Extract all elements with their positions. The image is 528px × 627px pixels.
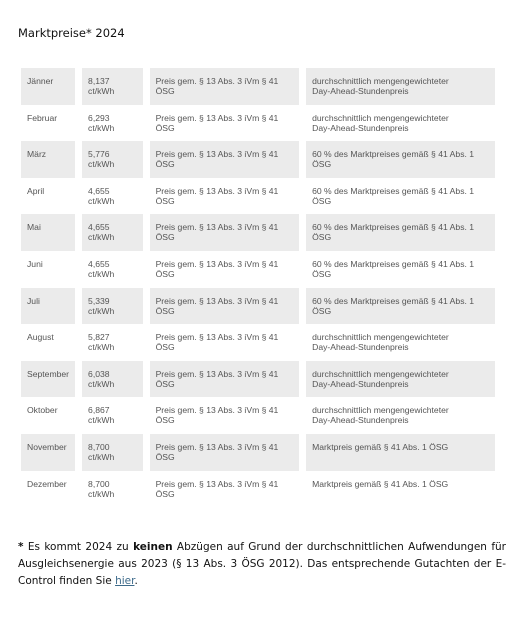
- legal-basis-cell: Preis gem. § 13 Abs. 3 iVm § 41 ÖSG: [150, 361, 300, 398]
- table-row: [21, 141, 495, 178]
- page-title: Marktpreise* 2024: [18, 26, 125, 40]
- table-row: [21, 397, 495, 434]
- price-cell: 8,137 ct/kWh: [82, 68, 143, 105]
- footnote: [18, 539, 506, 590]
- price-cell: 6,038 ct/kWh: [82, 361, 143, 398]
- footnote-emphasis: keinen: [133, 541, 173, 553]
- price-cell: 5,827 ct/kWh: [88, 332, 115, 353]
- month-cell: Juli: [21, 288, 75, 325]
- price-note-cell: durchschnittlich mengengewichteter Day-Ahead-Stundenpreis: [312, 332, 449, 353]
- price-cell: 8,700 ct/kWh: [88, 478, 115, 499]
- legal-basis-cell: Preis gem. § 13 Abs. 3 iVm § 41 ÖSG: [150, 288, 300, 325]
- footnote-star: *: [18, 541, 24, 553]
- legal-basis-cell: Preis gem. § 13 Abs. 3 iVm § 41 ÖSG: [150, 434, 300, 471]
- price-cell: 4,655 ct/kWh: [88, 258, 115, 279]
- footnote-text-before: Es kommt 2024 zu: [23, 541, 134, 553]
- legal-basis-cell: Preis gem. § 13 Abs. 3 iVm § 41 ÖSG: [150, 141, 300, 178]
- price-note-cell: durchschnittlich mengengewichteter Day-Ahead-Stundenpreis: [306, 361, 495, 398]
- month-cell: Oktober: [27, 405, 58, 416]
- price-cell: 4,655 ct/kWh: [82, 214, 143, 251]
- price-note-cell: 60 % des Marktpreises gemäß § 41 Abs. 1 ÖSG: [306, 214, 495, 251]
- table-row: [21, 288, 495, 325]
- table-row: [21, 105, 495, 142]
- legal-basis-cell: Preis gem. § 13 Abs. 3 iVm § 41 ÖSG: [155, 478, 279, 499]
- market-price-table: [14, 68, 502, 507]
- legal-basis-cell: Preis gem. § 13 Abs. 3 iVm § 41 ÖSG: [150, 214, 300, 251]
- price-note-cell: 60 % des Marktpreises gemäß § 41 Abs. 1 ÖSG: [306, 288, 495, 325]
- table-row: [21, 471, 495, 508]
- month-cell: Jänner: [21, 68, 75, 105]
- month-cell: September: [21, 361, 75, 398]
- price-cell: 5,339 ct/kWh: [82, 288, 143, 325]
- legal-basis-cell: Preis gem. § 13 Abs. 3 iVm § 41 ÖSG: [155, 185, 279, 206]
- table-row: [21, 214, 495, 251]
- legal-basis-cell: Preis gem. § 13 Abs. 3 iVm § 41 ÖSG: [155, 405, 279, 426]
- table-row: [21, 68, 495, 105]
- footnote-end: .: [134, 575, 138, 587]
- month-cell: Dezember: [27, 478, 67, 489]
- table-row: [21, 178, 495, 215]
- table-row: [21, 434, 495, 471]
- price-note-cell: 60 % des Marktpreises gemäß § 41 Abs. 1 ÖSG: [312, 185, 475, 206]
- gutachten-link[interactable]: hier: [115, 575, 135, 587]
- month-cell: November: [21, 434, 75, 471]
- price-cell: 6,867 ct/kWh: [88, 405, 115, 426]
- table-row: [21, 324, 495, 361]
- month-cell: August: [27, 332, 54, 343]
- price-cell: 5,776 ct/kWh: [82, 141, 143, 178]
- month-cell: Juni: [27, 258, 43, 269]
- price-cell: 4,655 ct/kWh: [88, 185, 115, 206]
- legal-basis-cell: Preis gem. § 13 Abs. 3 iVm § 41 ÖSG: [155, 332, 279, 353]
- legal-basis-cell: Preis gem. § 13 Abs. 3 iVm § 41 ÖSG: [150, 68, 300, 105]
- footnote-text-after: Abzügen auf Grund der durchschnittlichen Aufwendungen für Ausgleichsenergie aus 2023 (§ 13 Abs. 3 ÖSG 2012). Das entsprechende Gutachten der E-Control finden Sie: [18, 541, 507, 587]
- price-note-cell: durchschnittlich mengengewichteter Day-Ahead-Stundenpreis: [312, 405, 449, 426]
- month-cell: Mai: [21, 214, 75, 251]
- month-cell: April: [27, 185, 45, 196]
- price-note-cell: 60 % des Marktpreises gemäß § 41 Abs. 1 ÖSG: [312, 258, 475, 279]
- table-row: [21, 251, 495, 288]
- price-cell: 8,700 ct/kWh: [82, 434, 143, 471]
- legal-basis-cell: Preis gem. § 13 Abs. 3 iVm § 41 ÖSG: [155, 112, 279, 133]
- price-note-cell: Marktpreis gemäß § 41 Abs. 1 ÖSG: [312, 478, 449, 489]
- month-cell: Februar: [27, 112, 58, 123]
- table-row: [21, 361, 495, 398]
- legal-basis-cell: Preis gem. § 13 Abs. 3 iVm § 41 ÖSG: [155, 258, 279, 279]
- price-note-cell: durchschnittlich mengengewichteter Day-Ahead-Stundenpreis: [312, 112, 449, 133]
- month-cell: März: [21, 141, 75, 178]
- price-note-cell: Marktpreis gemäß § 41 Abs. 1 ÖSG: [306, 434, 495, 471]
- price-note-cell: durchschnittlich mengengewichteter Day-Ahead-Stundenpreis: [306, 68, 495, 105]
- price-cell: 6,293 ct/kWh: [88, 112, 115, 133]
- price-note-cell: 60 % des Marktpreises gemäß § 41 Abs. 1 ÖSG: [306, 141, 495, 178]
